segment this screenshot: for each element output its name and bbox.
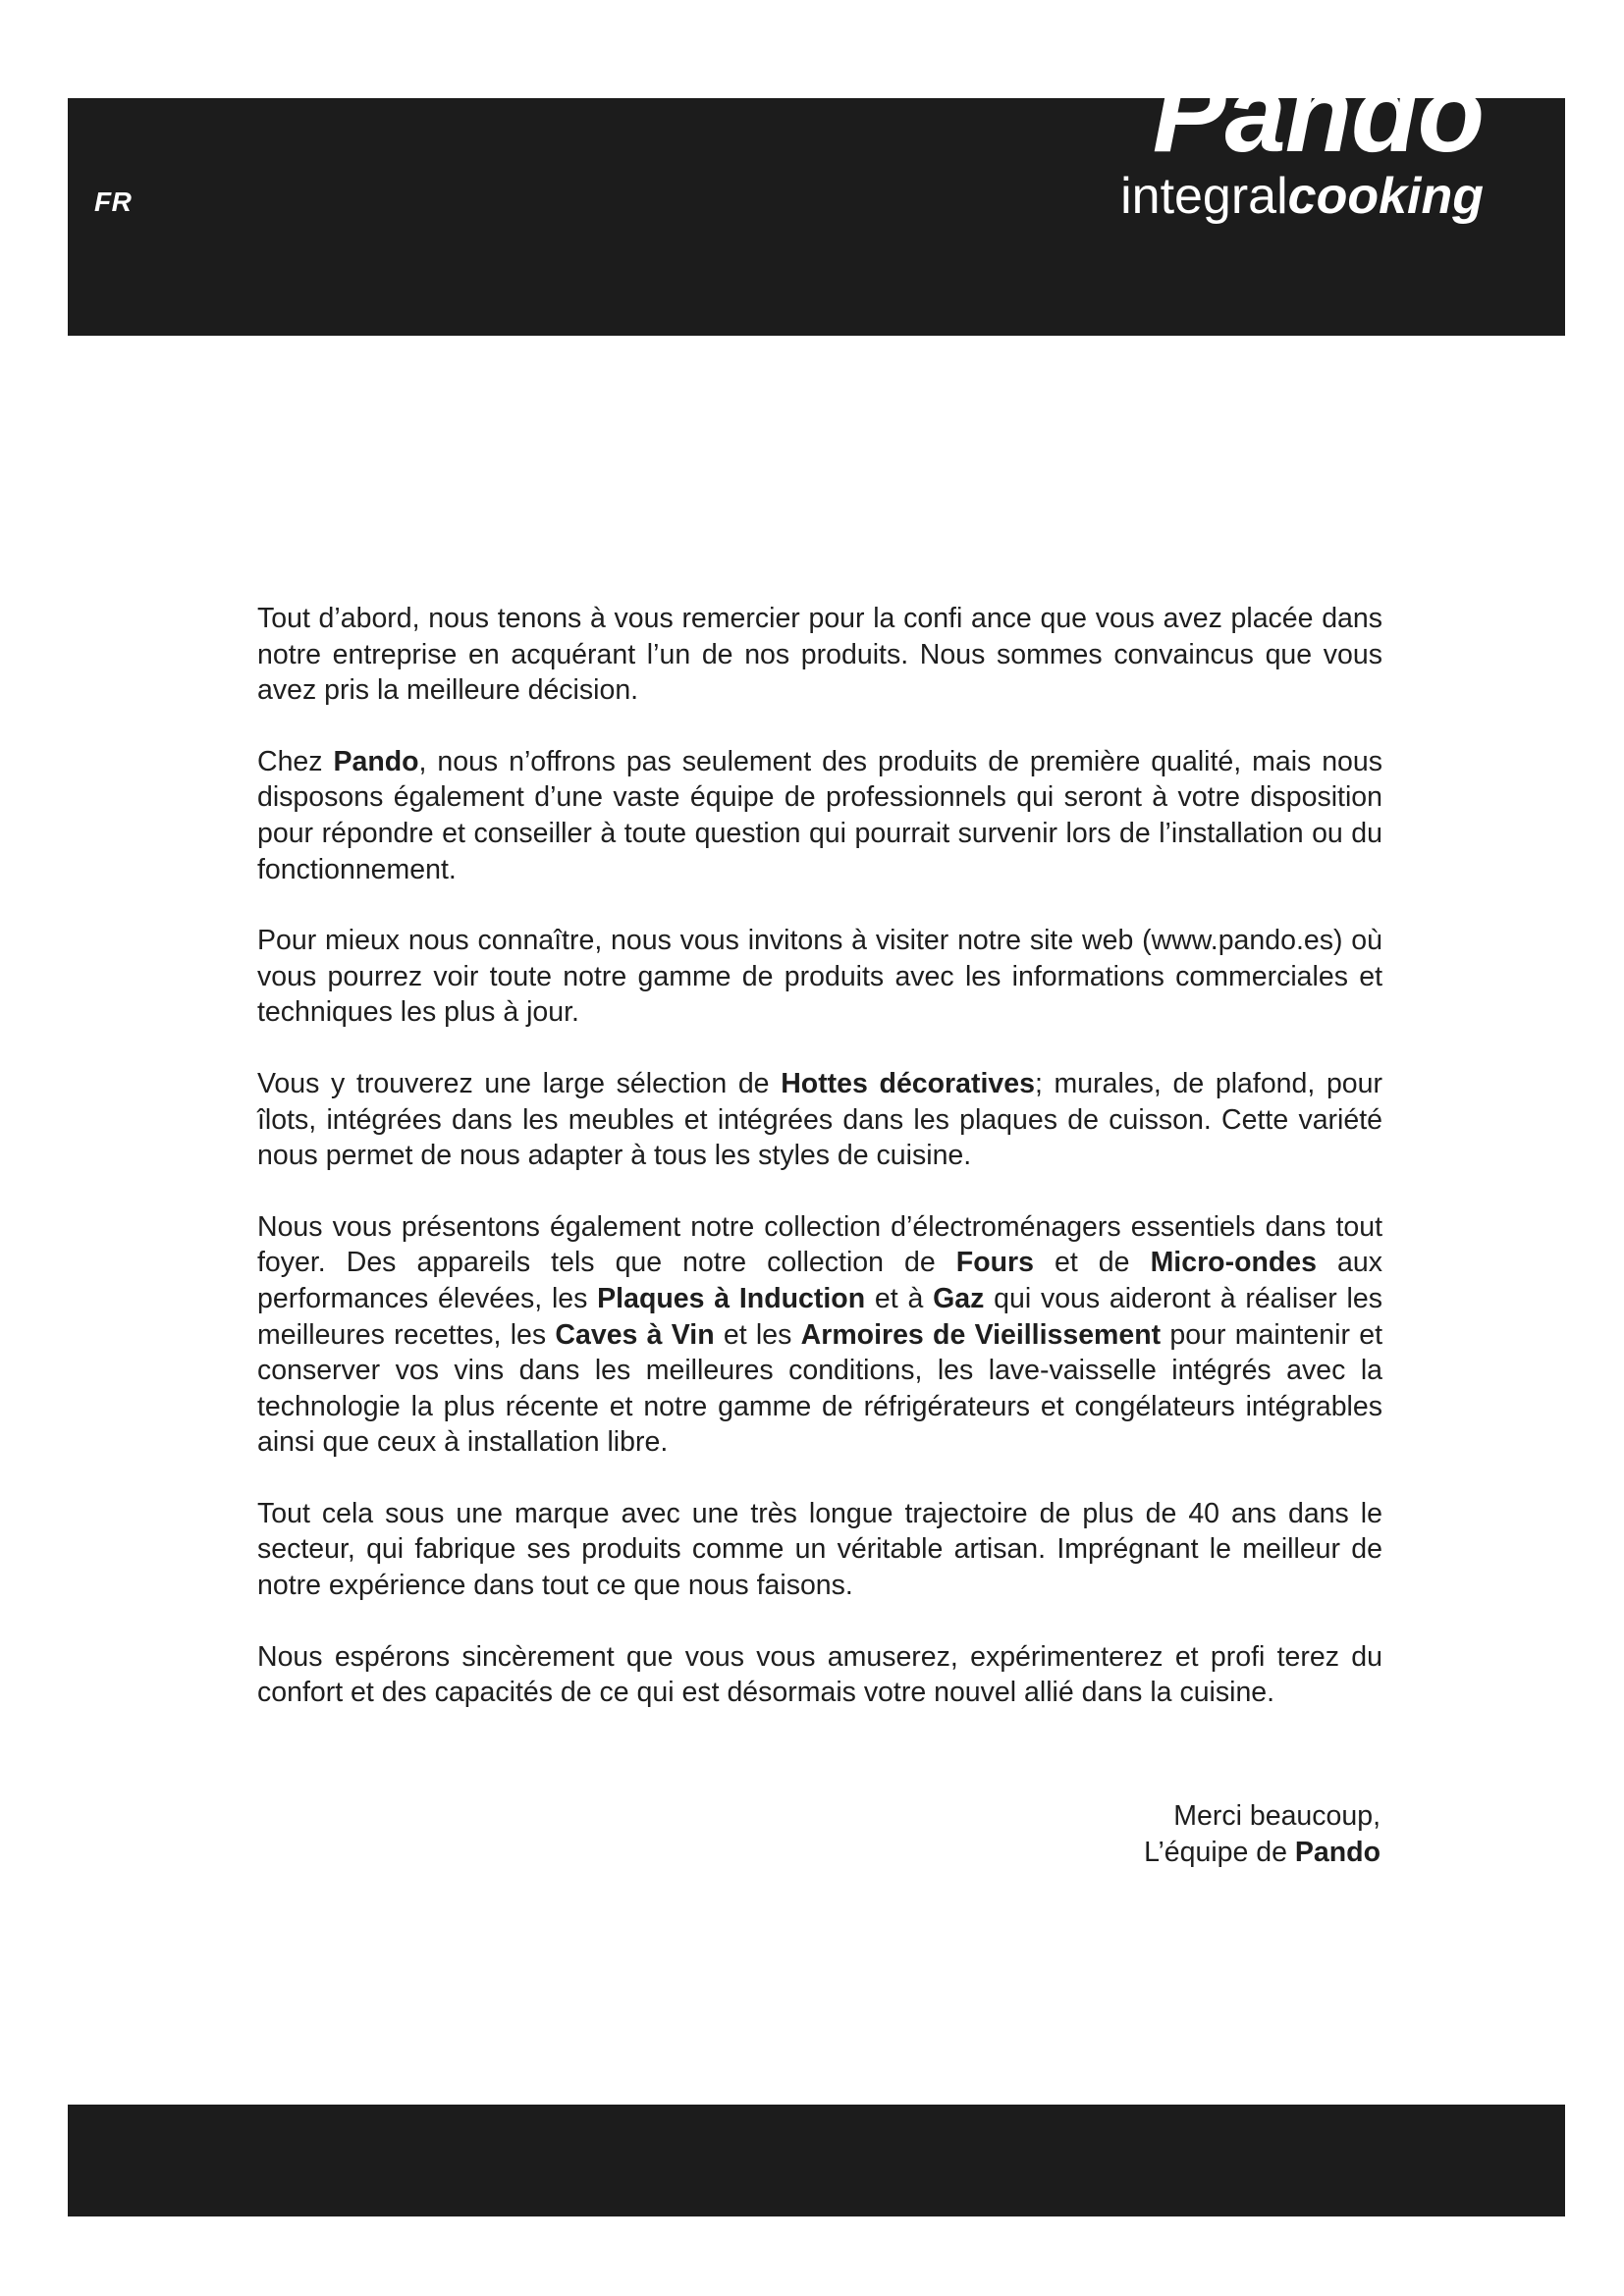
- highlight-micro-ondes: Micro-ondes: [1150, 1247, 1317, 1279]
- logo-tagline: [1120, 168, 1484, 225]
- text-segment: Nous vous présentons également notre collection d’électroménagers essentiels dans tout foyer. Des appareils tels que notre collection de: [257, 1210, 1382, 1279]
- paragraph-closing: Nous espérons sincèrement que vous vous amuserez, expérimenterez et profi terez du confort et des capacités de ce qui est désormais votre nouvel allié dans la cuisine.: [257, 1640, 1382, 1709]
- highlight-plaques: Plaques à Induction: [597, 1282, 866, 1314]
- logo-tagline-bold: cooking: [1287, 168, 1484, 225]
- letter-body: [257, 601, 1382, 1746]
- highlight-gaz: Gaz: [933, 1282, 985, 1314]
- paragraph-heritage: Tout cela sous une marque avec une très longue trajectoire de plus de 40 ans dans le secteur, qui fabrique ses produits comme un véritable artisan. Imprégnant le meilleur de notre expérience dans tout ce que nous faisons.: [257, 1497, 1382, 1602]
- pando-logo: [1120, 52, 1484, 225]
- text-segment: aux performances élevées, les: [257, 1247, 1382, 1314]
- text-segment: et à: [865, 1282, 934, 1314]
- footer-band: [68, 2105, 1565, 2216]
- highlight-fours: Fours: [955, 1247, 1034, 1279]
- text-segment: Chez: [257, 745, 334, 777]
- logo-tagline-light: integral: [1120, 168, 1288, 225]
- text-segment: ; murales, de plafond, pour îlots, intégrées dans les meubles et intégrées dans les plaques de cuisson. Cette variété nous permet de nous adapter à tous les styles de cuisine.: [257, 1067, 1382, 1172]
- text-segment: pour maintenir et conserver vos vins dans les meilleures conditions, les lave-vaisselle intégrés avec la technologie la plus récente et notre gamme de réfrigérateurs et congélateurs intégrables ainsi que ceux à installation libre.: [257, 1318, 1382, 1459]
- text-segment: qui vous aideront à réaliser les meilleures recettes, les: [257, 1282, 1382, 1351]
- paragraph-thanks: Tout d’abord, nous tenons à vous remercier pour la confi ance que vous avez placée dans notre entreprise en acquérant l’un de nos produits. Nous sommes convaincus que vous avez pris la meilleure décision.: [257, 603, 1382, 707]
- signoff-brand: Pando: [1294, 1837, 1380, 1868]
- brand-name: Pando: [333, 745, 419, 777]
- language-code: FR: [94, 187, 133, 217]
- signoff-thanks: Merci beaucoup,: [1173, 1800, 1380, 1832]
- signoff-prefix: L’équipe de: [1144, 1837, 1295, 1868]
- signoff: [1144, 1798, 1380, 1871]
- signoff-team: [1144, 1835, 1380, 1871]
- text-segment: , nous n’offrons pas seulement des produits de première qualité, mais nous disposons également d’une vaste équipe de professionnels qui seront à votre disposition pour répondre et conseiller à toute question qui pourrait survenir lors de l’installation ou du fonctionnement.: [257, 745, 1382, 885]
- text-segment: et les: [714, 1318, 801, 1351]
- paragraph-team: [257, 744, 1382, 887]
- paragraph-website: Pour mieux nous connaître, nous vous invitons à visiter notre site web (www.pando.es) où vous pourrez voir toute notre gamme de produits avec les informations commerciales et techniques les plus à jour.: [257, 925, 1382, 1029]
- highlight-armoires: Armoires de Vieillissement: [800, 1318, 1162, 1351]
- paragraph-appliances: [257, 1209, 1382, 1461]
- paragraph-hoods: [257, 1066, 1382, 1174]
- highlight-hottes: Hottes décoratives: [781, 1067, 1035, 1099]
- text-segment: Vous y trouverez une large sélection de: [257, 1067, 782, 1099]
- logo-wordmark: Pando: [1152, 52, 1484, 175]
- text-segment: et de: [1033, 1247, 1151, 1279]
- highlight-caves: Caves à Vin: [555, 1318, 715, 1351]
